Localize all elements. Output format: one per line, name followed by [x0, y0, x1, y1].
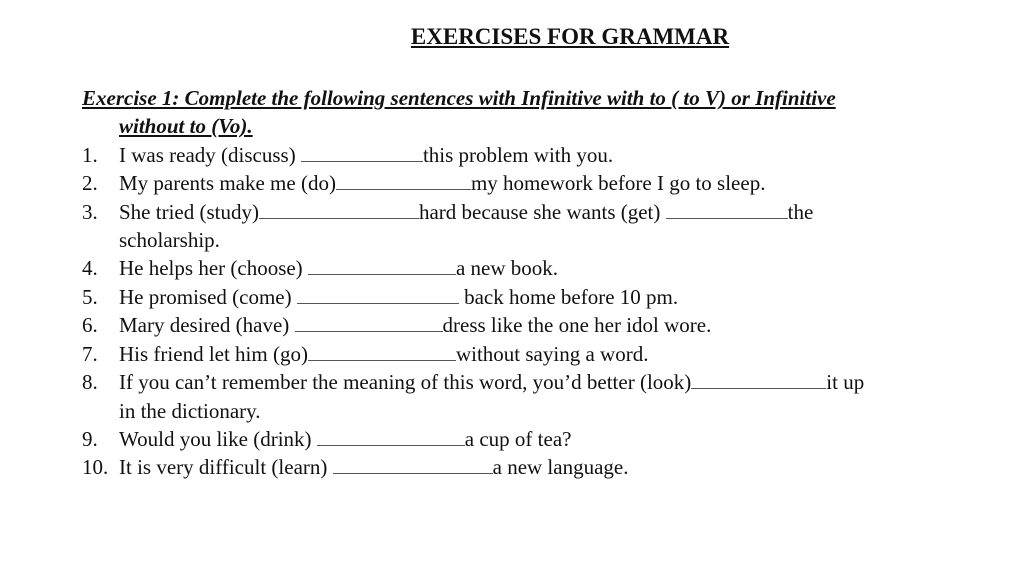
item-text: Would you like (drink) — [119, 427, 317, 451]
exercise-heading-line1: Exercise 1: Complete the following sentences with Infinitive with to ( to V) or Infinitive — [82, 86, 836, 110]
item-text: a new language. — [492, 455, 629, 479]
item-text: a cup of tea? — [464, 427, 572, 451]
item-text: Mary desired (have) — [119, 313, 295, 337]
item-number: 10. — [82, 455, 109, 479]
item-text: back home before 10 pm. — [458, 285, 679, 309]
item-number: 2. — [82, 171, 98, 195]
item-number: 5. — [82, 285, 98, 309]
item-text: without saying a word. — [455, 342, 649, 366]
exercise-item-10 — [82, 453, 628, 481]
item-text: She tried (study) — [119, 200, 259, 224]
item-number: 1. — [82, 143, 98, 167]
item-text: my homework before I go to sleep. — [470, 171, 766, 195]
item-3-continuation: scholarship. — [119, 228, 220, 252]
item-text: I was ready (discuss) — [119, 143, 301, 167]
item-text: dress like the one her idol wore. — [442, 313, 712, 337]
answer-blank[interactable] — [308, 342, 456, 361]
exercise-item-5 — [82, 283, 678, 311]
item-number: 3. — [82, 200, 98, 224]
answer-blank[interactable] — [297, 285, 459, 304]
exercise-item-6 — [82, 311, 711, 339]
item-number: 9. — [82, 427, 98, 451]
item-text: He helps her (choose) — [119, 256, 308, 280]
exercise-item-2 — [82, 169, 765, 197]
item-text: it up — [826, 370, 865, 394]
item-text: the — [787, 200, 814, 224]
item-number: 7. — [82, 342, 98, 366]
item-number: 8. — [82, 370, 98, 394]
exercise-item-3 — [82, 198, 813, 226]
answer-blank[interactable] — [691, 370, 826, 389]
item-text: a new book. — [455, 256, 558, 280]
exercise-heading-line2: without to (Vo). — [119, 114, 253, 138]
item-number: 4. — [82, 256, 98, 280]
item-text: His friend let him (go) — [119, 342, 308, 366]
item-text: He promised (come) — [119, 285, 297, 309]
answer-blank[interactable] — [333, 455, 493, 474]
item-text: My parents make me (do) — [119, 171, 336, 195]
page-title: EXERCISES FOR GRAMMAR — [410, 24, 730, 49]
item-8-continuation: in the dictionary. — [119, 399, 261, 423]
exercise-item-4 — [82, 254, 558, 282]
answer-blank[interactable] — [259, 200, 419, 219]
item-number: 6. — [82, 313, 98, 337]
item-text: If you can’t remember the meaning of this word, you’d better (look) — [119, 370, 692, 394]
answer-blank[interactable] — [666, 200, 788, 219]
answer-blank[interactable] — [295, 313, 443, 332]
exercise-item-8 — [82, 368, 864, 396]
answer-blank[interactable] — [301, 143, 423, 162]
exercise-heading — [82, 84, 982, 140]
answer-blank[interactable] — [308, 256, 456, 275]
exercise-item-7 — [82, 340, 648, 368]
item-text: hard because she wants (get) — [418, 200, 666, 224]
item-text: It is very difficult (learn) — [119, 455, 333, 479]
exercise-item-9 — [82, 425, 571, 453]
answer-blank[interactable] — [336, 171, 471, 190]
item-text: this problem with you. — [422, 143, 614, 167]
answer-blank[interactable] — [317, 427, 465, 446]
exercise-item-1 — [82, 141, 613, 169]
